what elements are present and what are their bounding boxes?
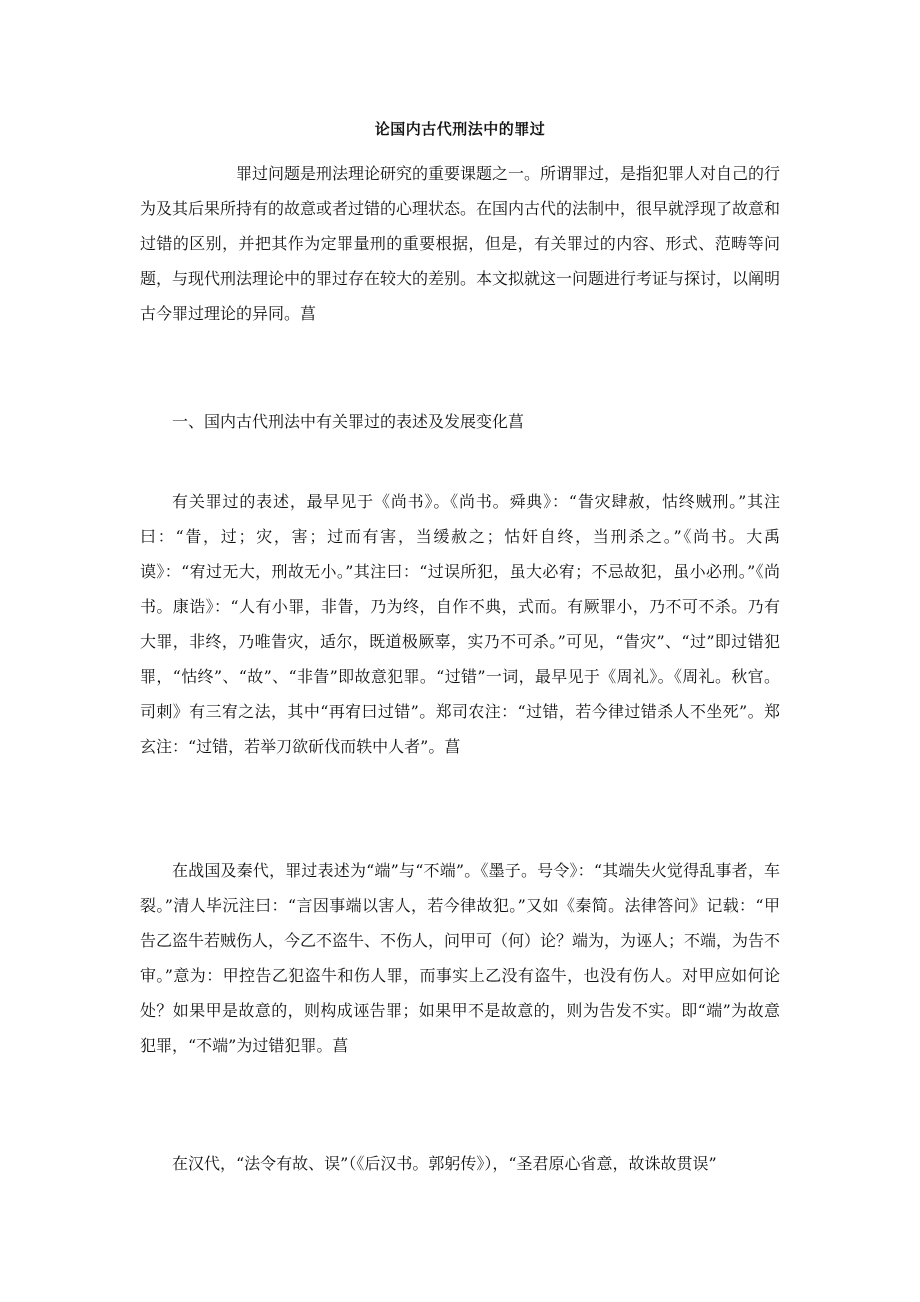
document-title: 论国内古代刑法中的罪过 <box>374 120 546 138</box>
body-paragraph-shangshu: 有关罪过的表述，最早见于《尚书》。《尚书。舜典》：“眚灾肆赦，怙终贼刑。”其注曰：“眚，过；灾，害；过而有害，当缓赦之；怙奸自终，当刑杀之。”《尚书。大禹谟》：“宥过无大，刑故无小。”其注曰：“过误所犯，虽大必宥；不忌故犯，虽小必刑。”《尚书。康诰》：“人有小罪，非眚，乃为终，自作不典，式而。有厥罪小，乃不可不杀。乃有大罪，非终，乃唯眚灾，适尔，既道极厥辜，实乃不可杀。”可见，“眚灾”、“过”即过错犯罪，“怙终”、“故”、“非眚”即故意犯罪。“过错”一词，最早见于《周礼》。《周礼。秋官。司刺》有三宥之法，其中“再宥曰过错”。郑司农注：“过错，若今律过错杀人不坐死”。郑玄注：“过错，若举刀欲斫伐而轶中人者”。菖 <box>140 492 780 756</box>
body-paragraph-han: 在汉代，“法令有故、误”（《后汉书。郭躬传》），“圣君原心省意，故诛故贯误” <box>172 1154 717 1173</box>
intro-paragraph: 罪过问题是刑法理论研究的重要课题之一。所谓罪过，是指犯罪人对自己的行为及其后果所持有的故意或者过错的心理状态。在国内古代的法制中，很早就浮现了故意和过错的区别，并把其作为定罪量刑的重要根据，但是，有关罪过的内容、形式、范畴等问题，与现代刑法理论中的罪过存在较大的差别。本文拟就这一问题进行考证与探讨，以阐明古今罪过理论的异同。菖 <box>140 164 781 323</box>
body-paragraph-zhanguo-qin: 在战国及秦代，罪过表述为“端”与“不端”。《墨子。号令》：“其端失火觉得乱事者，车裂。”清人毕沅注曰：“言因事端以害人，若今律故犯。”又如《秦简。法律答问》记载：“甲告乙盗牛若贼伤人，今乙不盗牛、不伤人，问甲可（何）论？端为，为诬人；不端，为告不审。”意为：甲控告乙犯盗牛和伤人罪，而事实上乙没有盗牛，也没有伤人。对甲应如何论处？如果甲是故意的，则构成诬告罪；如果甲不是故意的，则为告发不实。即“端”为故意犯罪，“不端”为过错犯罪。菖 <box>140 861 781 1055</box>
section-heading: 一、国内古代刑法中有关罪过的表述及发展变化菖 <box>172 412 525 431</box>
